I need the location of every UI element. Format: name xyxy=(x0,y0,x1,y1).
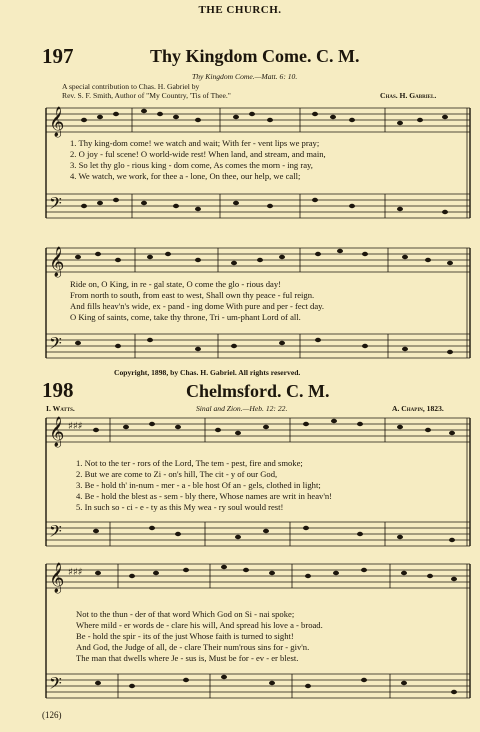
hymn-197-verse-1b: Ride on, O King, in re - gal state, O come the glo - rious day! xyxy=(70,279,281,289)
hymn-197-copyright: Copyright, 1898, by Chas. H. Gabriel. All rights reserved. xyxy=(114,368,301,377)
hymn-198-verse-5a: 5. In such so - ci - e - ty as this My wea - ry soul would rest! xyxy=(76,502,284,512)
svg-text:𝄞: 𝄞 xyxy=(49,417,65,447)
hymn-197-verse-3b: And fills heav'n's wide, ex - pand - ing dome With pure and per - fect day. xyxy=(70,301,325,311)
svg-text:♯♯♯: ♯♯♯ xyxy=(68,567,83,578)
hymn-197-subtitle: Thy Kingdom Come.—Matt. 6: 10. xyxy=(192,72,298,81)
hymn-197-verse-3a: 3. So let thy glo - rious king - dom come, As comes the morn - ing ray, xyxy=(70,160,313,170)
hymn-197-verse-2a: 2. O joy - ful scene! O world-wide rest! When land, and stream, and main, xyxy=(70,149,326,159)
svg-text:𝄢: 𝄢 xyxy=(49,521,62,545)
hymn-197-verse-4a: 4. We watch, we work, for thee a - lone, On thee, our help, we call; xyxy=(70,171,301,181)
hymn-198-verse-1a: 1. Not to the ter - rors of the Lord, The tem - pest, fire and smoke; xyxy=(76,458,303,468)
svg-text:𝄢: 𝄢 xyxy=(49,193,62,217)
hymn-197-composer: Chas. H. Gabriel. xyxy=(380,91,437,100)
running-header: THE CHURCH. xyxy=(198,4,282,16)
svg-text:♯♯♯: ♯♯♯ xyxy=(68,421,83,432)
hymn-198-verse-1b: Not to the thun - der of that word Which God on Si - nai spoke; xyxy=(76,609,295,619)
svg-text:𝄞: 𝄞 xyxy=(49,247,65,277)
hymn-197-number: 197 xyxy=(42,44,74,68)
page-number: (126) xyxy=(42,710,62,720)
hymn-198-verse-3b: Be - hold the spir - its of the just Whose faith is turned to sight! xyxy=(76,631,294,641)
hymn-198-verse-4a: 4. Be - hold the blest as - sem - bly there, Whose names are writ in heav'n! xyxy=(76,491,333,501)
hymn-198-title: Chelmsford. C. M. xyxy=(186,381,330,401)
hymn-198-verse-2b: Where mild - er words de - clare his will, And spread his love a - broad. xyxy=(76,620,323,630)
hymn-198-verse-5b: The man that dwells where Je - sus is, Must be for - ev - er blest. xyxy=(76,653,299,663)
hymn-198-author: I. Watts. xyxy=(46,404,75,413)
hymn-197-verse-2b: From north to south, from east to west, Shall own thy peace - ful reign. xyxy=(70,290,315,300)
hymn-197-credit-line2: Rev. S. F. Smith, Author of "My Country, 'Tis of Thee." xyxy=(62,91,231,100)
hymn-197-title: Thy Kingdom Come. C. M. xyxy=(150,46,360,66)
hymn-197-verse-4b: O King of saints, come, take thy throne, Tri - um-phant Lord of all. xyxy=(70,312,301,322)
svg-text:𝄢: 𝄢 xyxy=(49,673,62,697)
hymn-198-verse-2a: 2. But we are come to Zi - on's hill, The cit - y of our God, xyxy=(76,469,278,479)
hymn-198-verse-4b: And God, the Judge of all, de - clare Their num'rous sins for - giv'n. xyxy=(76,642,310,652)
svg-text:𝄞: 𝄞 xyxy=(49,563,65,593)
svg-text:𝄢: 𝄢 xyxy=(49,333,62,357)
hymn-198-number: 198 xyxy=(42,378,74,402)
svg-text:𝄞: 𝄞 xyxy=(49,107,65,137)
hymn-197-credit-line1: A special contribution to Chas. H. Gabriel by xyxy=(62,82,200,91)
hymn-198-subtitle: Sinal and Zion.—Heb. 12: 22. xyxy=(196,404,288,413)
hymn-198-verse-3a: 3. Be - hold th' in-num - mer - a - ble host Of an - gels, clothed in light; xyxy=(76,480,321,490)
hymn-197-verse-1a: 1. Thy king-dom come! we watch and wait; With fer - vent lips we pray; xyxy=(70,138,320,148)
hymn-198-composer: A. Chapin, 1823. xyxy=(392,404,444,413)
